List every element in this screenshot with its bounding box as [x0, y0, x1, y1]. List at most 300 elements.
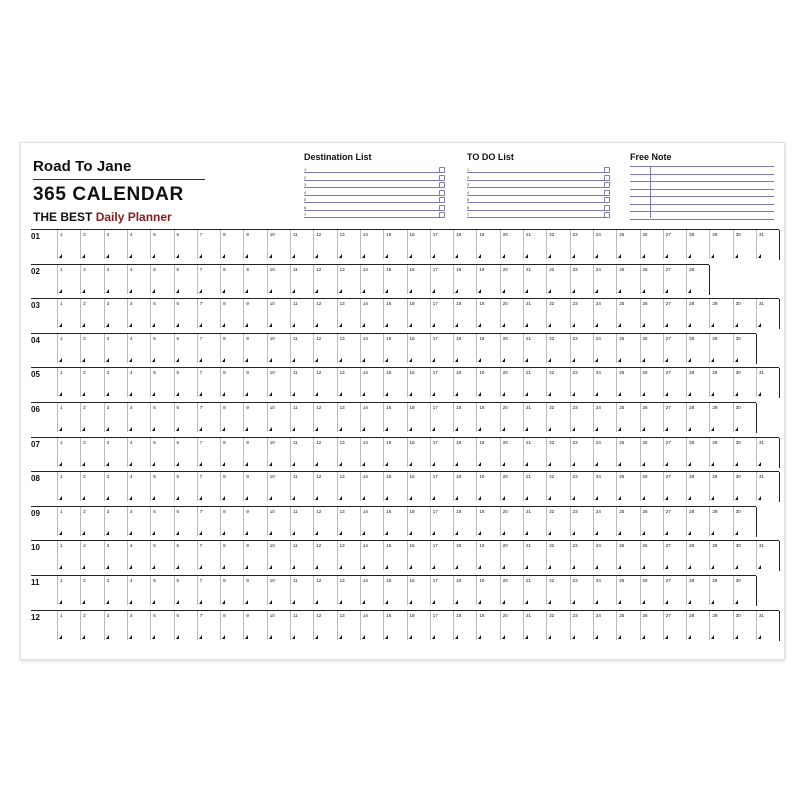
day-cell[interactable] [127, 368, 151, 397]
day-cell[interactable] [243, 368, 267, 397]
day-cell[interactable] [733, 576, 757, 605]
day-cell[interactable] [383, 299, 407, 328]
day-cell[interactable] [407, 541, 431, 570]
day-cell[interactable] [243, 576, 267, 605]
day-cell[interactable] [243, 611, 267, 640]
day-cell[interactable] [663, 541, 687, 570]
day-cell[interactable] [57, 438, 81, 467]
day-cell[interactable] [197, 368, 221, 397]
day-cell[interactable] [57, 403, 81, 432]
day-cell[interactable] [104, 576, 128, 605]
day-cell[interactable] [640, 299, 664, 328]
day-cell[interactable] [313, 611, 337, 640]
day-cell[interactable] [453, 368, 477, 397]
day-cell[interactable] [593, 576, 617, 605]
day-cell[interactable] [733, 507, 757, 536]
day-cell[interactable] [686, 576, 710, 605]
day-cell[interactable] [80, 334, 104, 363]
day-cell[interactable] [430, 299, 454, 328]
day-cell[interactable] [546, 541, 570, 570]
day-cell[interactable] [430, 265, 454, 294]
day-cell[interactable] [104, 230, 128, 259]
day-cell[interactable] [663, 334, 687, 363]
day-cell[interactable] [360, 230, 384, 259]
day-cell[interactable] [616, 541, 640, 570]
day-cell[interactable] [243, 299, 267, 328]
day-cell[interactable] [616, 438, 640, 467]
day-cell[interactable] [174, 507, 198, 536]
day-cell[interactable] [663, 299, 687, 328]
day-cell[interactable] [616, 230, 640, 259]
day-cell[interactable] [290, 541, 314, 570]
day-cell[interactable] [337, 265, 361, 294]
day-cell[interactable] [220, 507, 244, 536]
day-cell[interactable] [500, 472, 524, 501]
day-cell[interactable] [104, 438, 128, 467]
day-cell[interactable] [243, 403, 267, 432]
day-cell[interactable] [220, 472, 244, 501]
day-cell[interactable] [290, 507, 314, 536]
day-cell[interactable] [640, 507, 664, 536]
day-cell[interactable] [453, 438, 477, 467]
checkbox[interactable] [439, 197, 445, 203]
day-cell[interactable] [104, 541, 128, 570]
day-cell[interactable] [733, 299, 757, 328]
day-cell[interactable] [80, 507, 104, 536]
day-cell[interactable] [640, 438, 664, 467]
checkbox[interactable] [604, 167, 610, 173]
day-cell[interactable] [80, 265, 104, 294]
day-cell[interactable] [360, 265, 384, 294]
day-cell[interactable] [593, 265, 617, 294]
day-cell[interactable] [80, 403, 104, 432]
day-cell[interactable] [733, 472, 757, 501]
day-cell[interactable] [430, 403, 454, 432]
day-cell[interactable] [453, 230, 477, 259]
day-cell[interactable] [546, 334, 570, 363]
day-cell[interactable] [57, 334, 81, 363]
day-cell[interactable] [243, 438, 267, 467]
day-cell[interactable] [546, 403, 570, 432]
day-cell[interactable] [383, 403, 407, 432]
day-cell[interactable] [500, 611, 524, 640]
day-cell[interactable] [546, 368, 570, 397]
day-cell[interactable] [523, 299, 547, 328]
day-cell[interactable] [220, 368, 244, 397]
day-cell[interactable] [197, 438, 221, 467]
day-cell[interactable] [686, 507, 710, 536]
day-cell[interactable] [313, 334, 337, 363]
day-cell[interactable] [430, 507, 454, 536]
day-cell[interactable] [337, 472, 361, 501]
day-cell[interactable] [476, 611, 500, 640]
day-cell[interactable] [453, 403, 477, 432]
day-cell[interactable] [593, 334, 617, 363]
day-cell[interactable] [290, 368, 314, 397]
day-cell[interactable] [267, 472, 291, 501]
day-cell[interactable] [546, 507, 570, 536]
day-cell[interactable] [476, 299, 500, 328]
day-cell[interactable] [150, 334, 174, 363]
checkbox[interactable] [604, 212, 610, 218]
day-cell[interactable] [593, 368, 617, 397]
day-cell[interactable] [616, 576, 640, 605]
day-cell[interactable] [127, 403, 151, 432]
day-cell[interactable] [174, 230, 198, 259]
day-cell[interactable] [570, 403, 594, 432]
day-cell[interactable] [290, 438, 314, 467]
day-cell[interactable] [383, 576, 407, 605]
day-cell[interactable] [267, 334, 291, 363]
day-cell[interactable] [640, 541, 664, 570]
day-cell[interactable] [57, 230, 81, 259]
day-cell[interactable] [104, 368, 128, 397]
day-cell[interactable] [500, 403, 524, 432]
checkbox[interactable] [439, 182, 445, 188]
day-cell[interactable] [150, 472, 174, 501]
day-cell[interactable] [313, 368, 337, 397]
day-cell[interactable] [220, 541, 244, 570]
day-cell[interactable] [360, 368, 384, 397]
day-cell[interactable] [150, 507, 174, 536]
day-cell[interactable] [57, 299, 81, 328]
day-cell[interactable] [267, 541, 291, 570]
day-cell[interactable] [104, 299, 128, 328]
day-cell[interactable] [150, 230, 174, 259]
day-cell[interactable] [220, 576, 244, 605]
day-cell[interactable] [313, 541, 337, 570]
day-cell[interactable] [476, 576, 500, 605]
day-cell[interactable] [663, 576, 687, 605]
day-cell[interactable] [360, 611, 384, 640]
day-cell[interactable] [360, 472, 384, 501]
day-cell[interactable] [733, 541, 757, 570]
day-cell[interactable] [709, 438, 733, 467]
day-cell[interactable] [430, 611, 454, 640]
day-cell[interactable] [686, 299, 710, 328]
day-cell[interactable] [127, 265, 151, 294]
day-cell[interactable] [57, 611, 81, 640]
day-cell[interactable] [500, 265, 524, 294]
day-cell[interactable] [709, 368, 733, 397]
day-cell[interactable] [663, 368, 687, 397]
day-cell[interactable] [150, 611, 174, 640]
day-cell[interactable] [313, 438, 337, 467]
day-cell[interactable] [267, 230, 291, 259]
day-cell[interactable] [150, 403, 174, 432]
day-cell[interactable] [80, 541, 104, 570]
day-cell[interactable] [383, 438, 407, 467]
day-cell[interactable] [80, 576, 104, 605]
day-cell[interactable] [150, 438, 174, 467]
day-cell[interactable] [104, 265, 128, 294]
day-cell[interactable] [756, 230, 780, 259]
day-cell[interactable] [756, 299, 780, 328]
day-cell[interactable] [546, 472, 570, 501]
day-cell[interactable] [267, 507, 291, 536]
day-cell[interactable] [80, 611, 104, 640]
day-cell[interactable] [453, 472, 477, 501]
day-cell[interactable] [80, 299, 104, 328]
day-cell[interactable] [383, 472, 407, 501]
checkbox[interactable] [439, 167, 445, 173]
day-cell[interactable] [313, 576, 337, 605]
day-cell[interactable] [476, 265, 500, 294]
day-cell[interactable] [337, 334, 361, 363]
day-cell[interactable] [663, 611, 687, 640]
day-cell[interactable] [523, 541, 547, 570]
day-cell[interactable] [570, 299, 594, 328]
day-cell[interactable] [523, 611, 547, 640]
day-cell[interactable] [593, 438, 617, 467]
day-cell[interactable] [290, 403, 314, 432]
day-cell[interactable] [453, 334, 477, 363]
day-cell[interactable] [686, 611, 710, 640]
day-cell[interactable] [383, 507, 407, 536]
day-cell[interactable] [476, 403, 500, 432]
day-cell[interactable] [150, 299, 174, 328]
day-cell[interactable] [407, 230, 431, 259]
day-cell[interactable] [593, 299, 617, 328]
day-cell[interactable] [686, 368, 710, 397]
day-cell[interactable] [756, 472, 780, 501]
day-cell[interactable] [453, 265, 477, 294]
day-cell[interactable] [523, 334, 547, 363]
day-cell[interactable] [709, 576, 733, 605]
day-cell[interactable] [127, 334, 151, 363]
day-cell[interactable] [640, 472, 664, 501]
day-cell[interactable] [383, 265, 407, 294]
day-cell[interactable] [360, 438, 384, 467]
day-cell[interactable] [197, 265, 221, 294]
day-cell[interactable] [709, 507, 733, 536]
day-cell[interactable] [570, 576, 594, 605]
day-cell[interactable] [593, 611, 617, 640]
day-cell[interactable] [733, 438, 757, 467]
day-cell[interactable] [709, 230, 733, 259]
day-cell[interactable] [640, 265, 664, 294]
day-cell[interactable] [150, 576, 174, 605]
day-cell[interactable] [593, 541, 617, 570]
day-cell[interactable] [523, 438, 547, 467]
day-cell[interactable] [430, 438, 454, 467]
day-cell[interactable] [80, 472, 104, 501]
day-cell[interactable] [453, 541, 477, 570]
day-cell[interactable] [57, 368, 81, 397]
day-cell[interactable] [267, 299, 291, 328]
day-cell[interactable] [267, 265, 291, 294]
day-cell[interactable] [243, 507, 267, 536]
day-cell[interactable] [57, 265, 81, 294]
day-cell[interactable] [686, 265, 710, 294]
day-cell[interactable] [407, 576, 431, 605]
day-cell[interactable] [337, 299, 361, 328]
day-cell[interactable] [733, 230, 757, 259]
day-cell[interactable] [174, 403, 198, 432]
day-cell[interactable] [104, 507, 128, 536]
day-cell[interactable] [290, 230, 314, 259]
day-cell[interactable] [174, 368, 198, 397]
day-cell[interactable] [453, 611, 477, 640]
day-cell[interactable] [640, 611, 664, 640]
day-cell[interactable] [593, 507, 617, 536]
day-cell[interactable] [570, 438, 594, 467]
day-cell[interactable] [616, 611, 640, 640]
day-cell[interactable] [733, 611, 757, 640]
day-cell[interactable] [430, 576, 454, 605]
day-cell[interactable] [337, 368, 361, 397]
day-cell[interactable] [476, 438, 500, 467]
day-cell[interactable] [337, 507, 361, 536]
day-cell[interactable] [616, 507, 640, 536]
day-cell[interactable] [500, 334, 524, 363]
day-cell[interactable] [220, 438, 244, 467]
day-cell[interactable] [407, 334, 431, 363]
day-cell[interactable] [686, 230, 710, 259]
day-cell[interactable] [267, 403, 291, 432]
day-cell[interactable] [174, 472, 198, 501]
day-cell[interactable] [523, 230, 547, 259]
checkbox[interactable] [604, 175, 610, 181]
day-cell[interactable] [104, 403, 128, 432]
checkbox[interactable] [439, 175, 445, 181]
day-cell[interactable] [546, 299, 570, 328]
day-cell[interactable] [243, 541, 267, 570]
day-cell[interactable] [709, 472, 733, 501]
day-cell[interactable] [313, 265, 337, 294]
day-cell[interactable] [407, 438, 431, 467]
day-cell[interactable] [197, 334, 221, 363]
day-cell[interactable] [476, 472, 500, 501]
day-cell[interactable] [430, 230, 454, 259]
day-cell[interactable] [360, 507, 384, 536]
day-cell[interactable] [337, 230, 361, 259]
day-cell[interactable] [616, 403, 640, 432]
day-cell[interactable] [733, 403, 757, 432]
day-cell[interactable] [500, 541, 524, 570]
day-cell[interactable] [150, 368, 174, 397]
day-cell[interactable] [570, 541, 594, 570]
day-cell[interactable] [500, 368, 524, 397]
day-cell[interactable] [407, 472, 431, 501]
day-cell[interactable] [546, 611, 570, 640]
day-cell[interactable] [663, 472, 687, 501]
day-cell[interactable] [570, 265, 594, 294]
day-cell[interactable] [546, 576, 570, 605]
day-cell[interactable] [570, 334, 594, 363]
day-cell[interactable] [220, 265, 244, 294]
day-cell[interactable] [337, 541, 361, 570]
day-cell[interactable] [220, 611, 244, 640]
day-cell[interactable] [243, 265, 267, 294]
day-cell[interactable] [756, 368, 780, 397]
day-cell[interactable] [546, 265, 570, 294]
day-cell[interactable] [57, 472, 81, 501]
day-cell[interactable] [383, 541, 407, 570]
day-cell[interactable] [523, 265, 547, 294]
day-cell[interactable] [476, 230, 500, 259]
day-cell[interactable] [430, 541, 454, 570]
day-cell[interactable] [500, 576, 524, 605]
day-cell[interactable] [407, 265, 431, 294]
day-cell[interactable] [80, 230, 104, 259]
day-cell[interactable] [709, 403, 733, 432]
day-cell[interactable] [686, 403, 710, 432]
day-cell[interactable] [570, 611, 594, 640]
day-cell[interactable] [174, 299, 198, 328]
day-cell[interactable] [313, 403, 337, 432]
day-cell[interactable] [756, 438, 780, 467]
day-cell[interactable] [174, 334, 198, 363]
day-cell[interactable] [127, 541, 151, 570]
day-cell[interactable] [360, 334, 384, 363]
day-cell[interactable] [127, 472, 151, 501]
day-cell[interactable] [593, 403, 617, 432]
day-cell[interactable] [290, 334, 314, 363]
day-cell[interactable] [197, 541, 221, 570]
day-cell[interactable] [197, 611, 221, 640]
day-cell[interactable] [546, 438, 570, 467]
day-cell[interactable] [523, 403, 547, 432]
day-cell[interactable] [127, 507, 151, 536]
day-cell[interactable] [174, 438, 198, 467]
day-cell[interactable] [640, 230, 664, 259]
day-cell[interactable] [127, 299, 151, 328]
day-cell[interactable] [733, 334, 757, 363]
day-cell[interactable] [360, 403, 384, 432]
day-cell[interactable] [709, 611, 733, 640]
day-cell[interactable] [267, 611, 291, 640]
day-cell[interactable] [453, 299, 477, 328]
day-cell[interactable] [57, 541, 81, 570]
day-cell[interactable] [383, 334, 407, 363]
day-cell[interactable] [546, 230, 570, 259]
day-cell[interactable] [523, 368, 547, 397]
checkbox[interactable] [604, 205, 610, 211]
day-cell[interactable] [360, 576, 384, 605]
day-cell[interactable] [476, 368, 500, 397]
checkbox[interactable] [439, 205, 445, 211]
day-cell[interactable] [640, 576, 664, 605]
day-cell[interactable] [220, 334, 244, 363]
day-cell[interactable] [290, 576, 314, 605]
day-cell[interactable] [663, 438, 687, 467]
day-cell[interactable] [453, 576, 477, 605]
day-cell[interactable] [616, 368, 640, 397]
day-cell[interactable] [127, 438, 151, 467]
day-cell[interactable] [500, 299, 524, 328]
day-cell[interactable] [267, 438, 291, 467]
day-cell[interactable] [453, 507, 477, 536]
day-cell[interactable] [313, 230, 337, 259]
day-cell[interactable] [337, 403, 361, 432]
day-cell[interactable] [313, 299, 337, 328]
day-cell[interactable] [197, 230, 221, 259]
day-cell[interactable] [407, 299, 431, 328]
day-cell[interactable] [476, 334, 500, 363]
day-cell[interactable] [243, 472, 267, 501]
day-cell[interactable] [174, 576, 198, 605]
day-cell[interactable] [430, 334, 454, 363]
day-cell[interactable] [197, 576, 221, 605]
day-cell[interactable] [150, 541, 174, 570]
day-cell[interactable] [756, 541, 780, 570]
day-cell[interactable] [663, 230, 687, 259]
day-cell[interactable] [290, 265, 314, 294]
checkbox[interactable] [439, 212, 445, 218]
day-cell[interactable] [197, 472, 221, 501]
day-cell[interactable] [500, 507, 524, 536]
